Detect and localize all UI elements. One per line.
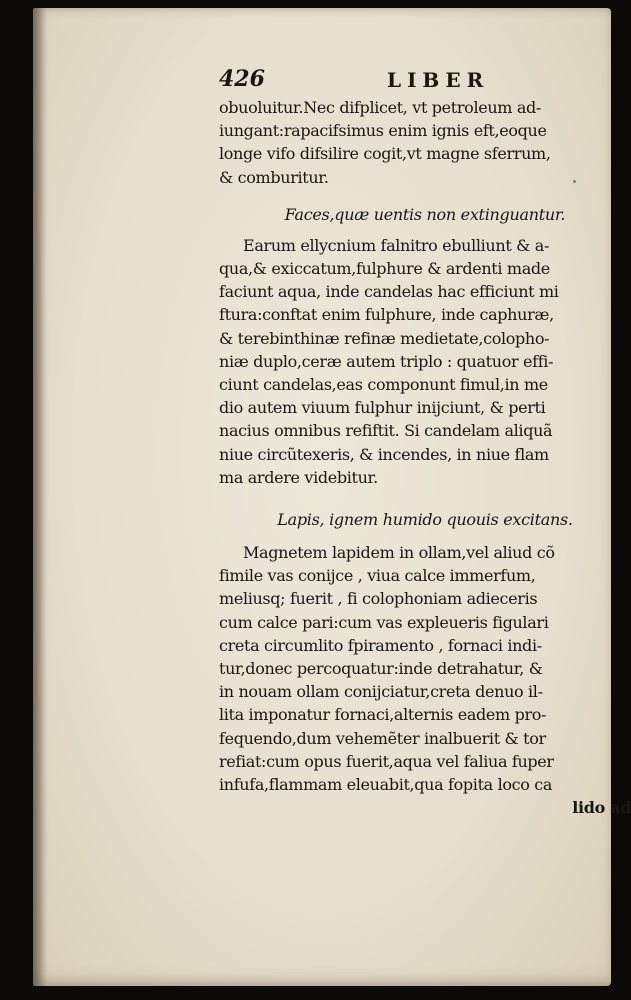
text-line: ftura:conftat enim fulphure, inde caphuræ, (219, 305, 554, 325)
text-line: & terebinthinæ refinæ medietate,colopho- (219, 328, 550, 348)
text-line: infufa,flammam eleuabit,qua fopita loco ca (219, 775, 553, 795)
text-line: ma ardere videbitur. (219, 467, 378, 487)
section-heading-lapis: Lapis, ignem humido quouis excitans. (277, 510, 573, 530)
text-line: ciunt candelas,eas componunt fimul,in me (219, 375, 548, 395)
text-line: dio autem viuum fulphur inijciunt, & perti (219, 398, 546, 418)
text-line: nacius omnibus refiftit. Si candelam aliquã (219, 421, 553, 441)
text-line: fequendo,dum vehemẽter inalbuerit & tor (219, 728, 546, 748)
text-line: cum calce pari:cum vas expleueris figulari (219, 612, 549, 632)
text-line: qua,& exiccatum,fulphure & ardenti made (219, 259, 550, 279)
text-line: lita imponatur fornaci,alternis eadem pro- (219, 705, 547, 725)
paragraph-faces (219, 234, 631, 489)
text-line: niæ duplo,ceræ autem triplo : quatuor effi- (219, 351, 554, 371)
text-line: & comburitur. (219, 167, 329, 187)
page-header (219, 66, 631, 96)
book-page (33, 8, 631, 986)
text-line: meliusq; fuerit , fi colophoniam adieceris (219, 589, 538, 609)
text-line: niue circũtexeris, & incendes, in niue flam (219, 444, 549, 464)
text-line: obuoluitur.Nec difplicet, vt petroleum ad- (219, 98, 541, 117)
paragraph-lapis (219, 541, 631, 819)
text-line: refiat:cum opus fuerit,aqua vel faliua fuper (219, 751, 554, 771)
text-line: Earum ellycnium falnitro ebulliunt & a- (243, 235, 550, 255)
text-line: longe vifo difsilire cogit,vt magne sferrum, (219, 144, 551, 164)
text-line: tur,donec percoquatur:inde detrahatur, & (219, 659, 543, 679)
section-heading-faces: Faces,quæ uentis non extinguantur. (284, 204, 566, 224)
text-line: faciunt aqua, inde candelas hac efficiunt mi (219, 282, 559, 302)
catchword: lido ad (572, 798, 631, 818)
text-line: fimile vas conijce , viua calce immerfum, (219, 566, 536, 586)
running-head: LIBER (387, 68, 490, 92)
text-line: creta circumlito fpiramento , fornaci indi- (219, 635, 542, 655)
text-line: iungant:rapacifsimus enim ignis eft,eoque (219, 121, 547, 141)
page-text (219, 66, 631, 819)
paragraph-continuation (219, 96, 631, 189)
text-line: in nouam ollam conijciatur,creta denuo il- (219, 682, 543, 702)
text-line: Magnetem lapidem in ollam,vel aliud cõ (243, 543, 555, 563)
page-number: 426 (219, 66, 265, 92)
page-gutter-shadow (33, 8, 47, 986)
